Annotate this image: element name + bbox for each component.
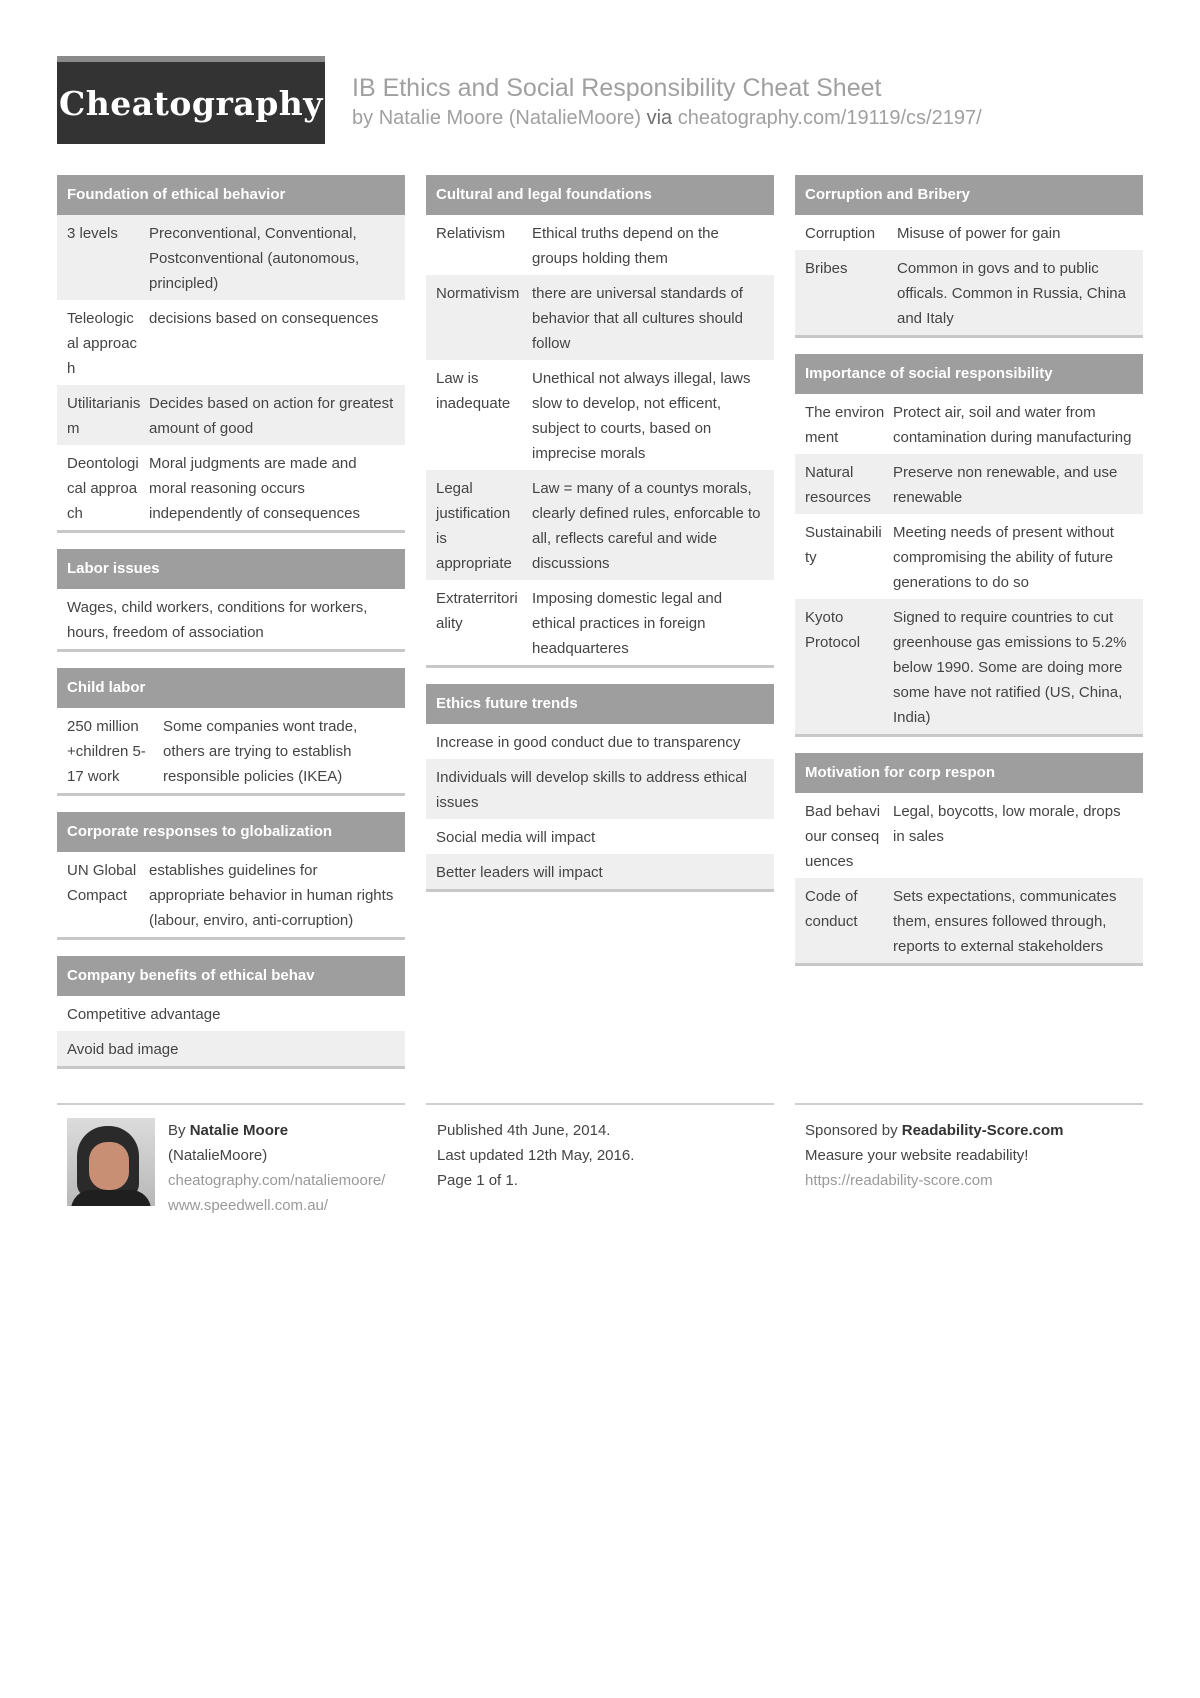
cheatography-logo[interactable] — [57, 56, 325, 144]
sponsor-tagline: Measure your website readability! — [805, 1147, 1029, 1164]
sponsor-line — [805, 1118, 1063, 1143]
column-2 — [426, 175, 774, 908]
row-term: UN Global Compact — [67, 862, 137, 904]
section-ethics-trends — [426, 684, 774, 892]
list-item: Avoid bad image — [57, 1031, 405, 1066]
footer-divider — [795, 1103, 1143, 1105]
row-term: The environment — [805, 404, 885, 446]
list-item: Competitive advantage — [67, 1006, 221, 1023]
footer-author-handle: (NatalieMoore) — [168, 1147, 268, 1164]
table-row — [795, 793, 1143, 878]
section-title: Child labor — [57, 668, 405, 708]
row-desc: Preconventional, Conventional, Postconventional (autonomous, principled) — [149, 225, 360, 292]
sheet-url-link[interactable]: cheatography.com/19119/cs/2197/ — [677, 107, 982, 129]
row-desc: Imposing domestic legal and ethical practices in foreign headquarteres — [532, 590, 723, 657]
row-desc: there are universal standards of behavior that all cultures should follow — [532, 285, 743, 352]
row-desc: Some companies wont trade, others are trying to establish responsible policies (IKEA) — [163, 718, 358, 785]
footer-author-line — [168, 1118, 385, 1143]
row-desc: Misuse of power for gain — [897, 225, 1061, 242]
section-title: Corruption and Bribery — [795, 175, 1143, 215]
footer-by: By — [168, 1122, 186, 1139]
footer-divider — [426, 1103, 774, 1105]
row-desc: Signed to require countries to cut greenhouse gas emissions to 5.2% below 1990. Some are doing more some have not ratified (US, China, India) — [893, 609, 1127, 726]
table-row — [426, 580, 774, 665]
published-date: Published 4th June, 2014. — [437, 1122, 611, 1139]
row-term: Law is inadequate — [436, 370, 511, 412]
section-motivation-corp-respon — [795, 753, 1143, 966]
row-desc: Meeting needs of present without compromising the ability of future generations to do so — [893, 524, 1114, 591]
row-term: Utilitarianism — [67, 395, 141, 437]
table-row — [795, 454, 1143, 514]
row-term: Code of conduct — [805, 888, 858, 930]
table-row — [795, 599, 1143, 734]
footer-published — [437, 1118, 634, 1193]
footer-website-link[interactable]: www.speedwell.com.au/ — [168, 1197, 329, 1214]
row-term: Sustainability — [805, 524, 882, 566]
list-item: Better leaders will impact — [426, 854, 774, 889]
row-term: 250 million +children 5-17 work — [67, 718, 146, 785]
column-1 — [57, 175, 405, 1085]
row-desc: Law = many of a countys morals, clearly defined rules, enforcable to all, reflects careful and wide discussions — [532, 480, 761, 572]
table-row — [426, 275, 774, 360]
row-desc: Sets expectations, communicates them, ensures followed through, reports to external stakeholders — [893, 888, 1117, 955]
table-row — [57, 708, 405, 793]
list-item: Wages, child workers, conditions for workers, hours, freedom of association — [67, 599, 368, 641]
table-row — [795, 250, 1143, 335]
row-term: Legal justification is appropriate — [436, 480, 512, 572]
table-row — [57, 852, 405, 937]
table-row — [426, 470, 774, 580]
updated-date: Last updated 12th May, 2016. — [437, 1147, 635, 1164]
list-item: Social media will impact — [436, 829, 596, 846]
row-term: Normativism — [436, 285, 520, 302]
avatar-coat — [71, 1190, 151, 1206]
section-cultural-legal — [426, 175, 774, 668]
byline-by: by — [352, 107, 374, 129]
byline — [352, 104, 982, 132]
column-3 — [795, 175, 1143, 982]
table-row — [795, 878, 1143, 963]
row-term: Natural resources — [805, 464, 871, 506]
row-term: Bribes — [805, 260, 848, 277]
sponsor-prefix: Sponsored by — [805, 1122, 898, 1139]
footer-sponsor — [805, 1118, 1063, 1193]
avatar-face — [89, 1142, 129, 1190]
row-term: Deontological approach — [67, 455, 139, 522]
section-title: Importance of social responsibility — [795, 354, 1143, 394]
sponsor-name[interactable]: Readability-Score.com — [901, 1122, 1064, 1139]
footer-profile-link[interactable]: cheatography.com/nataliemoore/ — [168, 1172, 386, 1189]
row-desc: Common in govs and to public officals. Common in Russia, China and Italy — [897, 260, 1126, 327]
row-desc: Ethical truths depend on the groups holding them — [532, 225, 719, 267]
table-row — [426, 360, 774, 470]
table-row — [795, 215, 1143, 250]
table-row — [795, 394, 1143, 454]
table-row — [57, 445, 405, 530]
page-number: Page 1 of 1. — [437, 1172, 518, 1189]
row-desc: Preserve non renewable, and use renewable — [893, 464, 1118, 506]
footer-author — [168, 1118, 385, 1218]
row-term: 3 levels — [67, 225, 118, 242]
row-desc: decisions based on consequences — [149, 310, 379, 327]
section-title: Corporate responses to globalization — [57, 812, 405, 852]
header — [352, 72, 982, 132]
section-importance-social-responsibility — [795, 354, 1143, 737]
row-term: Corruption — [805, 225, 876, 242]
footer-author-name[interactable]: Natalie Moore — [189, 1122, 289, 1139]
table-row — [57, 385, 405, 445]
footer-divider — [57, 1103, 405, 1105]
section-child-labor — [57, 668, 405, 796]
row-term: Teleological approach — [67, 310, 138, 377]
row-desc: Protect air, soil and water from contamination during manufacturing — [893, 404, 1132, 446]
section-body — [57, 215, 405, 530]
section-foundation — [57, 175, 405, 533]
row-desc: establishes guidelines for appropriate behavior in human rights (labour, enviro, anti-corruption) — [149, 862, 394, 929]
table-row — [57, 215, 405, 300]
row-term: Bad behaviour consequences — [805, 803, 881, 870]
page-title: IB Ethics and Social Responsibility Cheat Sheet — [352, 74, 882, 102]
logo-text: Cheatography — [59, 83, 323, 123]
table-row — [426, 215, 774, 275]
row-desc: Decides based on action for greatest amount of good — [149, 395, 394, 437]
table-row — [795, 514, 1143, 599]
section-labor-issues — [57, 549, 405, 652]
row-desc: Legal, boycotts, low morale, drops in sales — [893, 803, 1121, 845]
row-term: Extraterritoriality — [436, 590, 518, 632]
section-title: Ethics future trends — [426, 684, 774, 724]
section-title: Motivation for corp respon — [795, 753, 1143, 793]
byline-via: via — [646, 107, 673, 129]
section-title: Foundation of ethical behavior — [57, 175, 405, 215]
row-term: Kyoto Protocol — [805, 609, 861, 651]
sponsor-url-link[interactable]: https://readability-score.com — [805, 1172, 993, 1189]
list-item: Increase in good conduct due to transparency — [436, 734, 741, 751]
section-company-benefits — [57, 956, 405, 1069]
author-avatar[interactable] — [67, 1118, 155, 1206]
section-corporate-responses — [57, 812, 405, 940]
row-desc: Moral judgments are made and moral reasoning occurs independently of consequences — [149, 455, 360, 522]
section-title: Cultural and legal foundations — [426, 175, 774, 215]
section-title: Company benefits of ethical behav — [57, 956, 405, 996]
author-link[interactable]: Natalie Moore (NatalieMoore) — [378, 107, 642, 129]
table-row — [57, 300, 405, 385]
section-corruption-bribery — [795, 175, 1143, 338]
section-title: Labor issues — [57, 549, 405, 589]
list-item: Individuals will develop skills to address ethical issues — [426, 759, 774, 819]
row-desc: Unethical not always illegal, laws slow to develop, not efficent, subject to courts, based on imprecise morals — [532, 370, 751, 462]
row-term: Relativism — [436, 225, 506, 242]
